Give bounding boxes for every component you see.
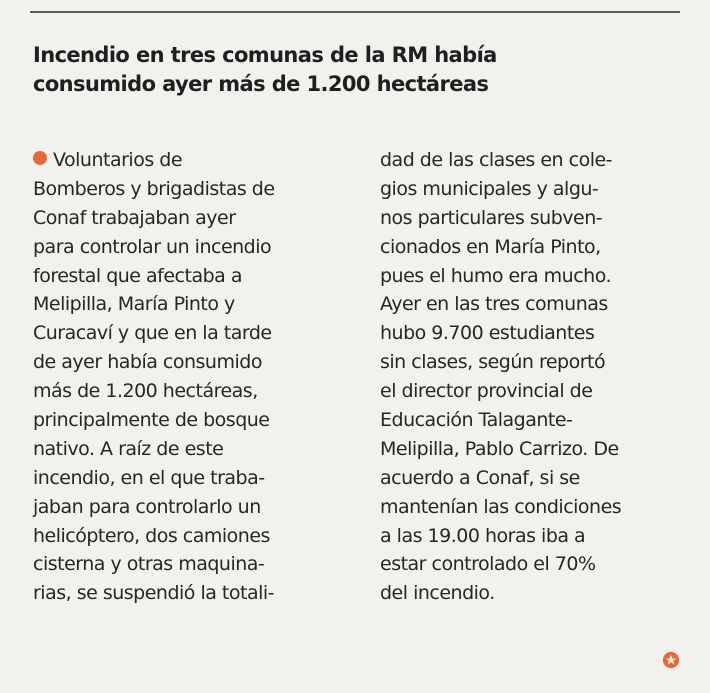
body-line: gios municipales y algu- <box>380 177 599 200</box>
body-line: cisterna y otras maquina- <box>33 553 265 576</box>
body-line: hubo 9.700 estudiantes <box>380 322 595 345</box>
body-line: Curacaví y que en la tarde <box>33 322 272 345</box>
body-line-text: Voluntarios de <box>53 149 183 171</box>
body-line: el director provincial de <box>380 380 593 403</box>
body-line: de ayer había consumido <box>33 351 262 374</box>
body-line: Melipilla, Pablo Carrizo. De <box>380 437 619 460</box>
body-line <box>33 146 353 175</box>
headline-line-2: consumido ayer más de 1.200 hectáreas <box>33 71 489 96</box>
star-end-mark-icon <box>662 651 680 669</box>
body-line: a las 19.00 horas iba a <box>380 524 586 547</box>
body-line: Melipilla, María Pinto y <box>33 293 235 316</box>
body-line: Conaf trabajaban ayer <box>33 206 236 229</box>
article-column-left <box>33 146 353 608</box>
body-line: Educación Talagante- <box>380 409 573 432</box>
body-line: Ayer en las tres comunas <box>380 293 608 316</box>
body-line: forestal que afectaba a <box>33 264 242 287</box>
article-headline <box>33 40 683 98</box>
body-line: cionados en María Pinto, <box>380 235 601 258</box>
body-line: del incendio. <box>380 582 495 605</box>
body-line: pues el humo era mucho. <box>380 264 612 287</box>
orange-dot-icon <box>33 151 47 165</box>
body-line: más de 1.200 hectáreas, <box>33 380 258 403</box>
body-line: dad de las clases en cole- <box>380 149 613 171</box>
body-line: rias, se suspendió la totali- <box>33 582 275 605</box>
body-line: sin clases, según reportó <box>380 351 606 374</box>
body-line: para controlar un incendio <box>33 235 272 258</box>
body-line: jaban para controlarlo un <box>33 495 261 518</box>
article-column-right <box>380 146 690 608</box>
body-line: Bomberos y brigadistas de <box>33 177 275 200</box>
headline-line-1: Incendio en tres comunas de la RM había <box>33 43 497 67</box>
body-line: mantenían las condiciones <box>380 495 622 518</box>
top-rule <box>30 11 680 13</box>
body-line: nos particulares subven- <box>380 206 603 229</box>
body-line: incendio, en el que traba- <box>33 466 265 489</box>
body-line: nativo. A raíz de este <box>33 437 224 460</box>
body-line: helicóptero, dos camiones <box>33 524 270 547</box>
body-line: acuerdo a Conaf, si se <box>380 466 580 489</box>
body-line: principalmente de bosque <box>33 409 270 432</box>
body-line: estar controlado el 70% <box>380 553 596 576</box>
